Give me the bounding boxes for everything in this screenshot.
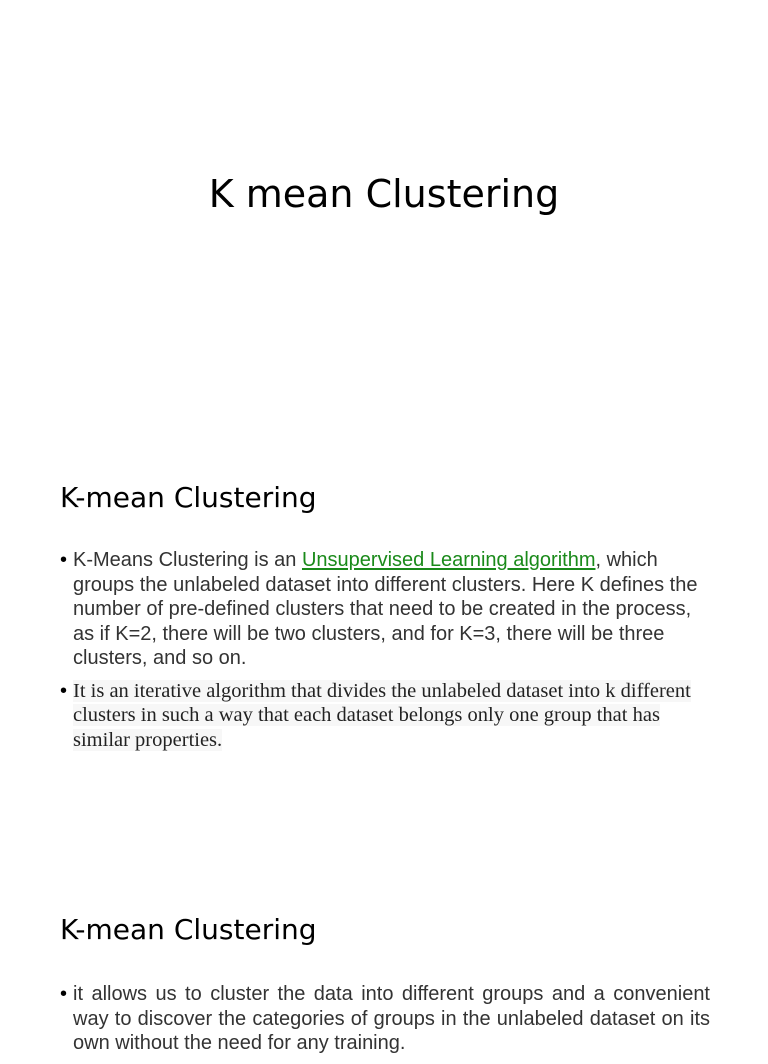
- bullet-marker: •: [60, 983, 68, 1005]
- bullet-list: [60, 548, 710, 760]
- content-slide-2: [0, 864, 768, 1054]
- bullet-item-iterative: [60, 679, 710, 753]
- bullet-text-start: K-Means Clustering is an: [73, 549, 302, 571]
- content-slide-1: [0, 432, 768, 864]
- unsupervised-learning-link[interactable]: Unsupervised Learning algorithm: [301, 549, 596, 571]
- bullet-item-grouping: [60, 982, 710, 1056]
- bullet-text-end: , which groups the unlabeled dataset into different clusters. Here K defines the number of pre-defined clusters that need to be created in the process, as if K=2, there will be two clusters, and for K=3, there will be three clusters, and so on.: [73, 549, 698, 669]
- bullet-text: It is an iterative algorithm that divides the unlabeled dataset into k different clusters in such a way that each dataset belongs only one group that has similar properties.: [73, 679, 691, 751]
- bullet-marker: •: [60, 679, 68, 702]
- slide-heading: K-mean Clustering: [60, 913, 317, 946]
- presentation-title: K mean Clustering: [208, 172, 560, 216]
- title-slide: [0, 0, 768, 432]
- bullet-list: [60, 982, 710, 1064]
- slide-heading: K-mean Clustering: [60, 481, 317, 514]
- bullet-text: [73, 549, 697, 669]
- bullet-text: it allows us to cluster the data into different groups and a convenient way to discover the categories of groups in the unlabeled dataset on its own without the need for any training.: [73, 983, 710, 1054]
- bullet-marker: •: [60, 549, 68, 571]
- bullet-item-definition: [60, 548, 710, 671]
